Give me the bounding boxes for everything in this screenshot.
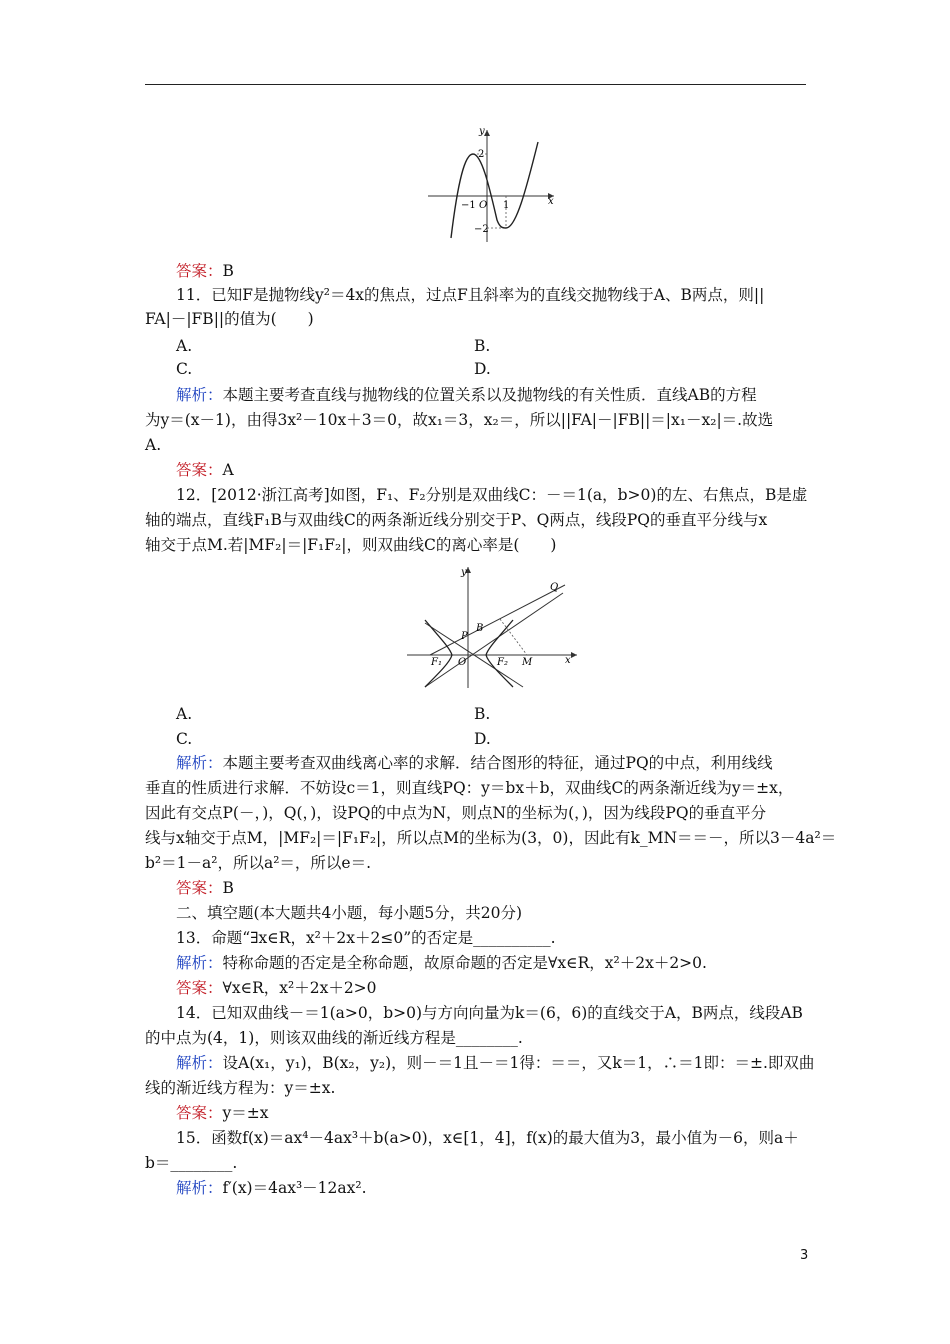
- graph2-point-b: B: [476, 623, 484, 634]
- hyperbola-graph-figure: [405, 563, 585, 690]
- graph2-point-p: P: [461, 631, 468, 642]
- cubic-graph-figure: [420, 120, 560, 245]
- answer-label: 答案：: [176, 1104, 223, 1122]
- answer-label: 答案：: [176, 879, 223, 897]
- q14-solution-line1: [176, 1051, 846, 1075]
- graph1-tick-1: 1: [503, 200, 510, 211]
- solution-text: 本题主要考查双曲线离心率的求解．结合图形的特征，通过PQ的中点，利用线线: [222, 754, 773, 772]
- q10-answer: [176, 259, 846, 283]
- q12-solution-line1: [176, 751, 846, 775]
- answer-value: B: [222, 879, 234, 897]
- q11-solution-line3: A.: [145, 436, 162, 454]
- q14-line2: 的中点为(4，1)，则该双曲线的渐近线方程是________.: [145, 1029, 523, 1047]
- q12-line3: 轴交于点M.若|MF₂|＝|F₁F₂|，则双曲线C的离心率是( ): [145, 536, 557, 554]
- q13-line1: 13．命题“∃x∈R，x²＋2x＋2≤0”的否定是__________.: [176, 929, 556, 947]
- q15-line1: 15．函数f(x)＝ax⁴－4ax³＋b(a>0)，x∈[1，4]，f(x)的最大值为3，最小值为－6，则a＋: [176, 1129, 799, 1147]
- answer-label: 答案：: [176, 979, 223, 997]
- header-rule: [145, 84, 806, 85]
- graph2-point-f2: F₂: [497, 657, 508, 668]
- q12-solution-line3: 因此有交点P(－，)，Q(，)，设PQ的中点为N，则点N的坐标为(，)，因为线段PQ的垂直平分: [145, 804, 767, 822]
- solution-label: 解析：: [176, 954, 223, 972]
- answer-value: B: [222, 262, 234, 280]
- graph2-point-m: M: [522, 657, 533, 668]
- solution-label: 解析：: [176, 754, 223, 772]
- q11-line2: FA|－|FB||的值为( ): [145, 310, 314, 328]
- answer-value: A: [222, 461, 234, 479]
- q11-option-b: B.: [474, 337, 491, 355]
- q11-solution-line1: [176, 383, 846, 407]
- solution-text: f′(x)＝4ax³－12ax².: [222, 1179, 367, 1197]
- q13-solution: [176, 951, 846, 975]
- graph1-tick-neg2: −2: [474, 224, 489, 235]
- q12-option-d: D.: [474, 730, 491, 748]
- q12-solution-line4: 线与x轴交于点M，|MF₂|＝|F₁F₂|，所以点M的坐标为(3，0)，因此有k_MN＝＝－，所以3－4a²＝: [145, 829, 837, 847]
- q12-option-a: A.: [176, 705, 193, 723]
- q12-line2: 轴的端点，直线F₁B与双曲线C的两条渐近线分别交于P、Q两点，线段PQ的垂直平分线与x: [145, 511, 768, 529]
- q15-solution: [176, 1176, 846, 1200]
- graph2-x-label: x: [565, 655, 571, 666]
- page-number: 3: [800, 1248, 809, 1263]
- q12-line1: 12．[2012·浙江高考]如图，F₁、F₂分别是双曲线C：－＝1(a，b>0)的左、右焦点，B是虚: [176, 486, 808, 504]
- section-heading: 二、填空题(本大题共4小题，每小题5分，共20分): [176, 904, 523, 922]
- graph2-origin: O: [458, 657, 467, 668]
- q11-option-c: C.: [176, 360, 193, 378]
- solution-text: 特称命题的否定是全称命题，故原命题的否定是∀x∈R，x²＋2x＋2>0.: [222, 954, 707, 972]
- q11-answer: [176, 458, 846, 482]
- q12-solution-line5: b²＝1－a²，所以a²＝，所以e＝.: [145, 854, 372, 872]
- q12-answer: [176, 876, 846, 900]
- graph2-y-label: y: [461, 567, 467, 578]
- graph1-y-label: y: [479, 126, 485, 137]
- answer-value: y＝±x: [222, 1104, 269, 1122]
- q12-solution-line2: 垂直的性质进行求解．不妨设c＝1，则直线PQ：y＝bx＋b，双曲线C的两条渐近线为y＝±x，: [145, 779, 794, 797]
- solution-label: 解析：: [176, 1179, 223, 1197]
- q11-solution-line2: 为y＝(x－1)，由得3x²－10x＋3＝0，故x₁＝3，x₂＝，所以||FA|－|FB||＝|x₁－x₂|＝.故选: [145, 411, 774, 429]
- graph2-point-q: Q: [550, 582, 559, 593]
- answer-value: ∀x∈R，x²＋2x＋2>0: [222, 979, 377, 997]
- graph1-tick-2: 2: [478, 149, 485, 160]
- q14-solution-line2: 线的渐近线方程为：y＝±x.: [145, 1079, 336, 1097]
- q15-line2: b＝________.: [145, 1154, 238, 1172]
- q12-option-c: C.: [176, 730, 193, 748]
- q11-line1: 11．已知F是抛物线y²＝4x的焦点，过点F且斜率为的直线交抛物线于A、B两点，则||: [176, 286, 765, 304]
- graph2-point-f1: F₁: [431, 657, 442, 668]
- solution-text: 设A(x₁，y₁)，B(x₂，y₂)，则－＝1且－＝1得：＝＝，又k＝1，∴＝1即：＝±.即双曲: [222, 1054, 815, 1072]
- graph1-origin: O: [479, 200, 488, 211]
- solution-text: 本题主要考查直线与抛物线的位置关系以及抛物线的有关性质．直线AB的方程: [222, 386, 757, 404]
- solution-label: 解析：: [176, 386, 223, 404]
- q11-option-d: D.: [474, 360, 491, 378]
- q14-line1: 14．已知双曲线－＝1(a>0，b>0)与方向向量为k＝(6，6)的直线交于A，B两点，线段AB: [176, 1004, 803, 1022]
- solution-label: 解析：: [176, 1054, 223, 1072]
- q14-answer: [176, 1101, 846, 1125]
- q13-answer: [176, 976, 846, 1000]
- q11-option-a: A.: [176, 337, 193, 355]
- answer-label: 答案：: [176, 262, 223, 280]
- q12-option-b: B.: [474, 705, 491, 723]
- answer-label: 答案：: [176, 461, 223, 479]
- graph1-x-label: x: [548, 196, 554, 207]
- graph1-tick-neg1: −1: [461, 200, 476, 211]
